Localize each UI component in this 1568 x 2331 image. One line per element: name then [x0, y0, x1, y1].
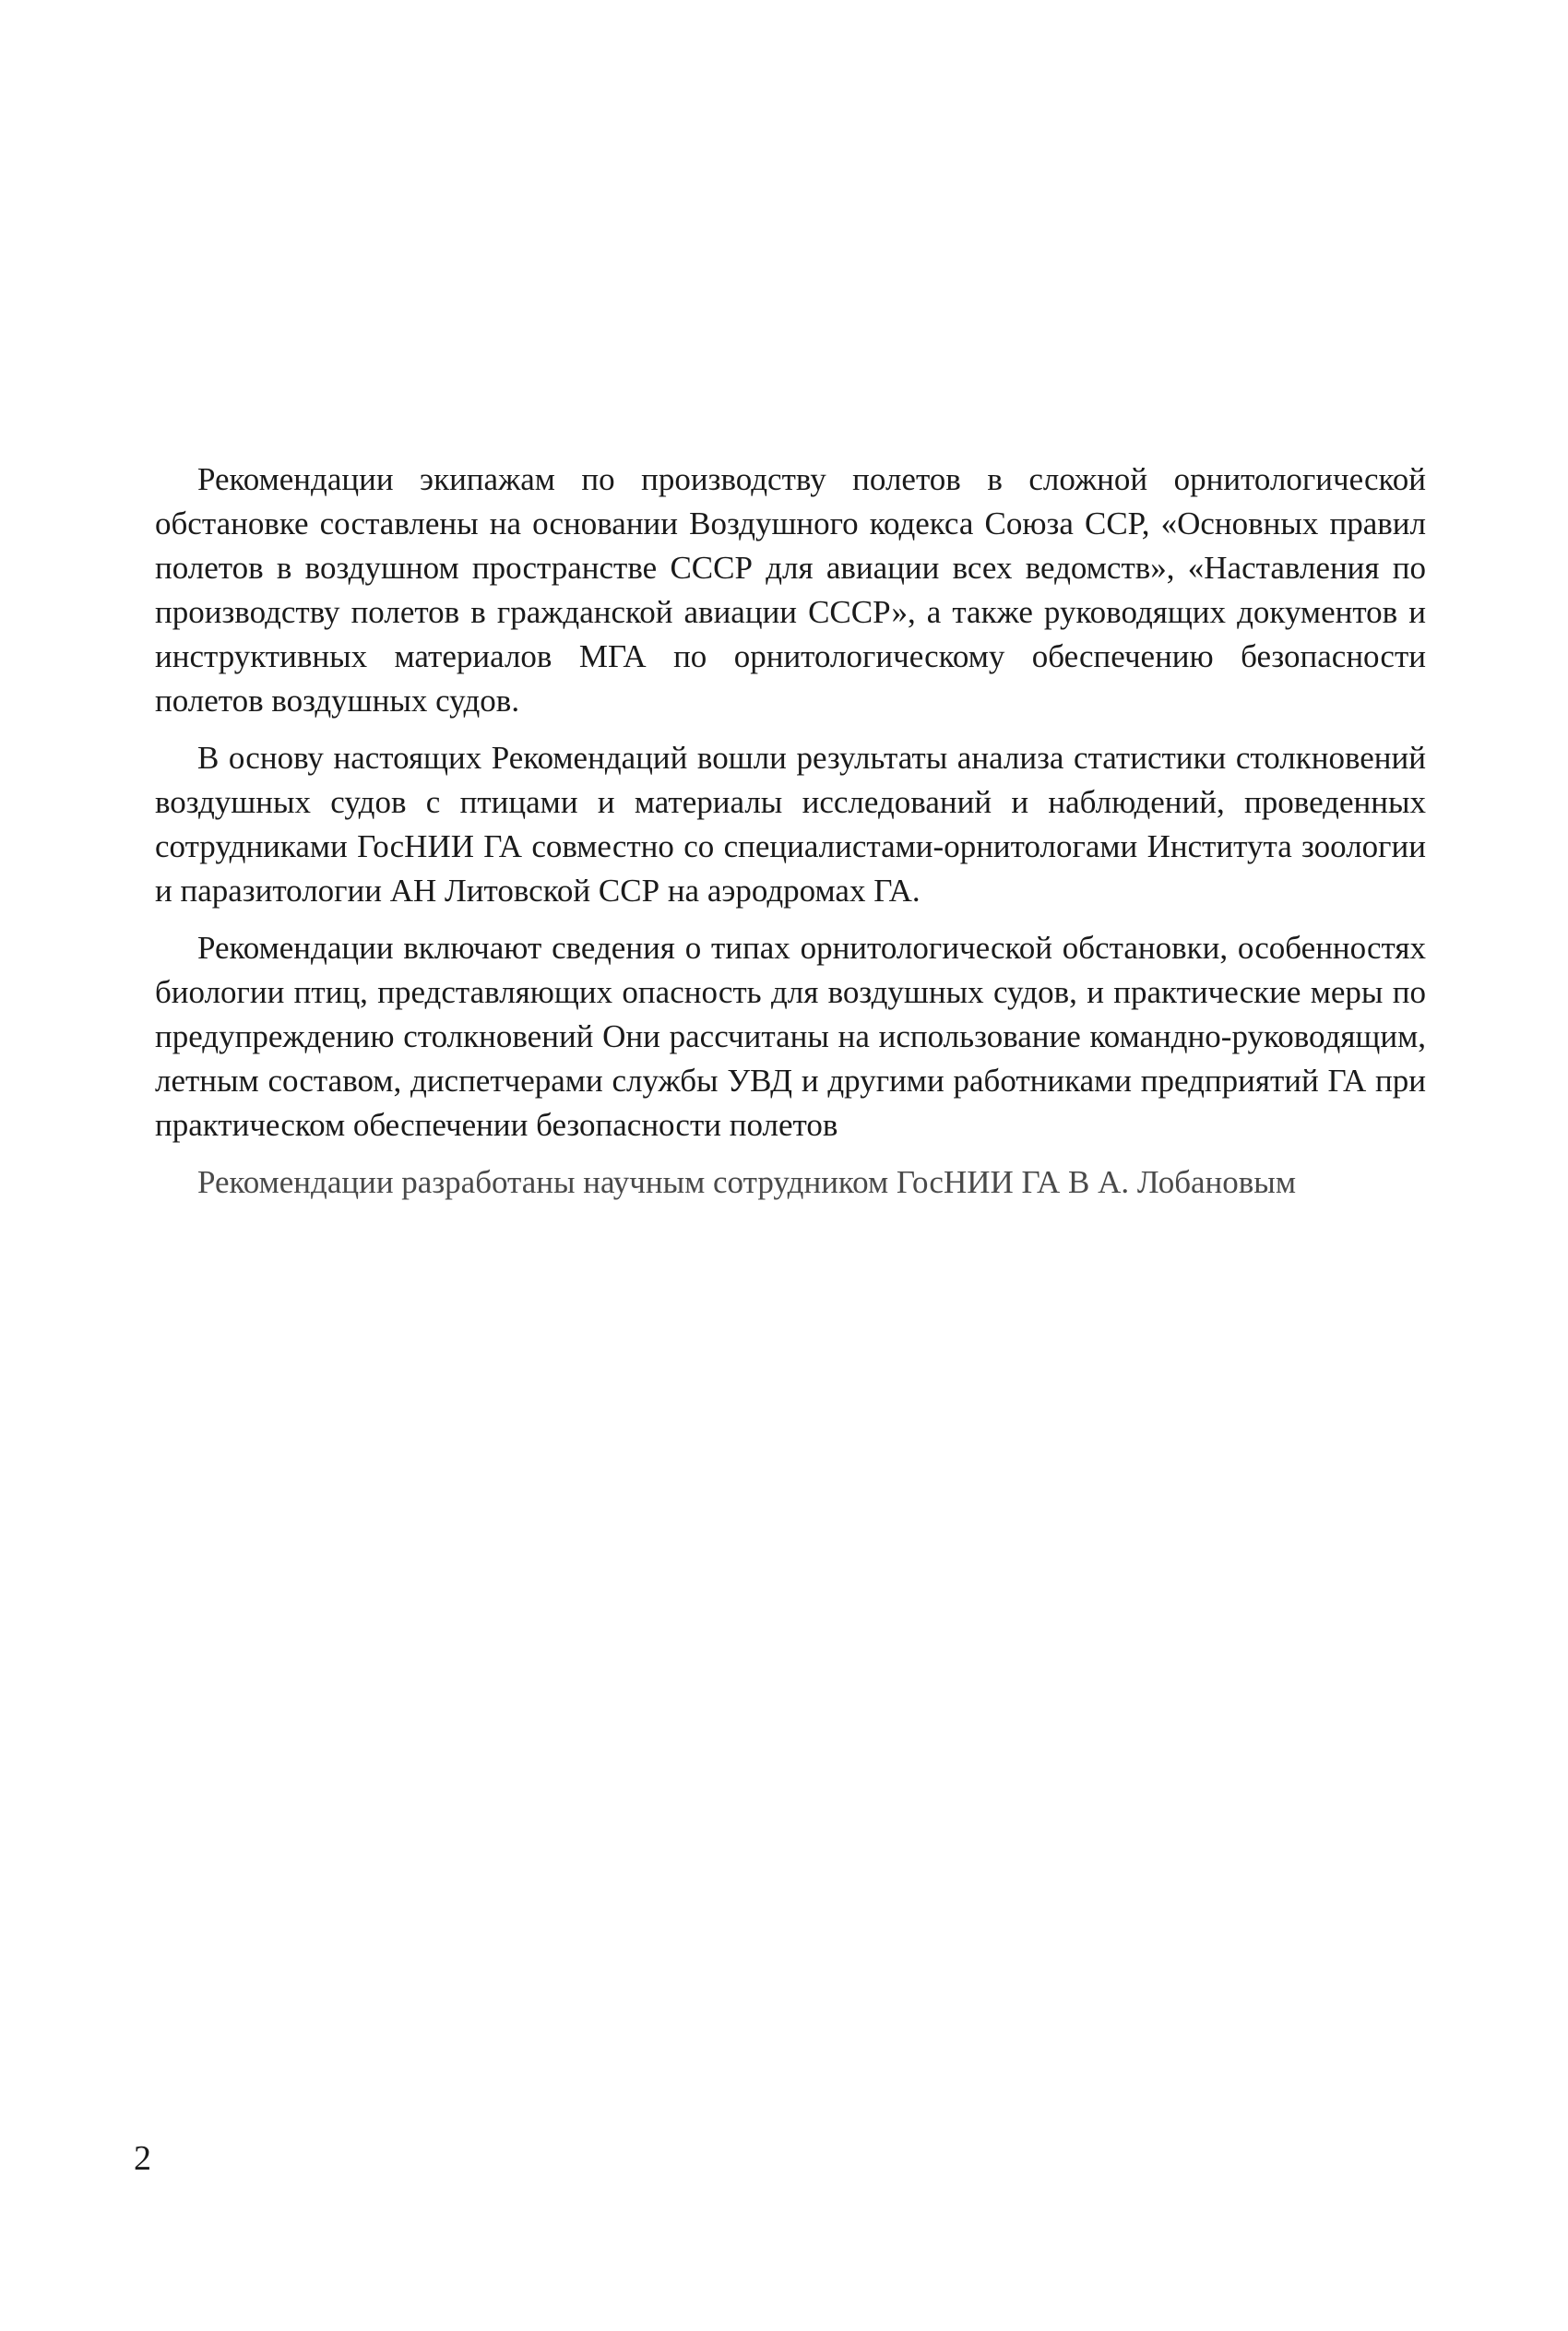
body-text — [155, 458, 1426, 1205]
paragraph-contents: Рекомендации включают сведения о типах орнитологической обстановки, особенностях биологии птиц, представляющих опасность для воздушных судов, и практические меры по предупреждению столкновений Они рассчитаны на использование командно-руководящим, летным составом, диспетчерами службы УВД и другими работниками предприятий ГА при практическом обеспечении безопасности полетов — [155, 930, 1426, 1143]
paragraph-sources: Рекомендации экипажам по производству полетов в сложной орнитологической обстановке составлены на основании Воздушного кодекса Союза ССР, «Основных правил полетов в воздушном пространстве СССР для авиации всех ведомств», «Наставления по производству полетов в гражданской авиации СССР», а также руководящих документов и инструктивных материалов МГА по орнитологическому обеспечению безопасности полетов воздушных судов. — [155, 461, 1426, 719]
paragraph-author: Рекомендации разработаны научным сотрудником ГосНИИ ГА В А. Лобановым — [197, 1164, 1296, 1200]
paragraph-basis: В основу настоящих Рекомендаций вошли результаты анализа статистики столкновений воздушных судов с птицами и материалы исследований и наблюдений, проведенных сотрудниками ГосНИИ ГА совместно со специалистами-орнитологами Института зоологии и паразитологии АН Литовской ССР на аэродромах ГА. — [155, 740, 1426, 909]
page-number: 2 — [134, 2139, 151, 2178]
